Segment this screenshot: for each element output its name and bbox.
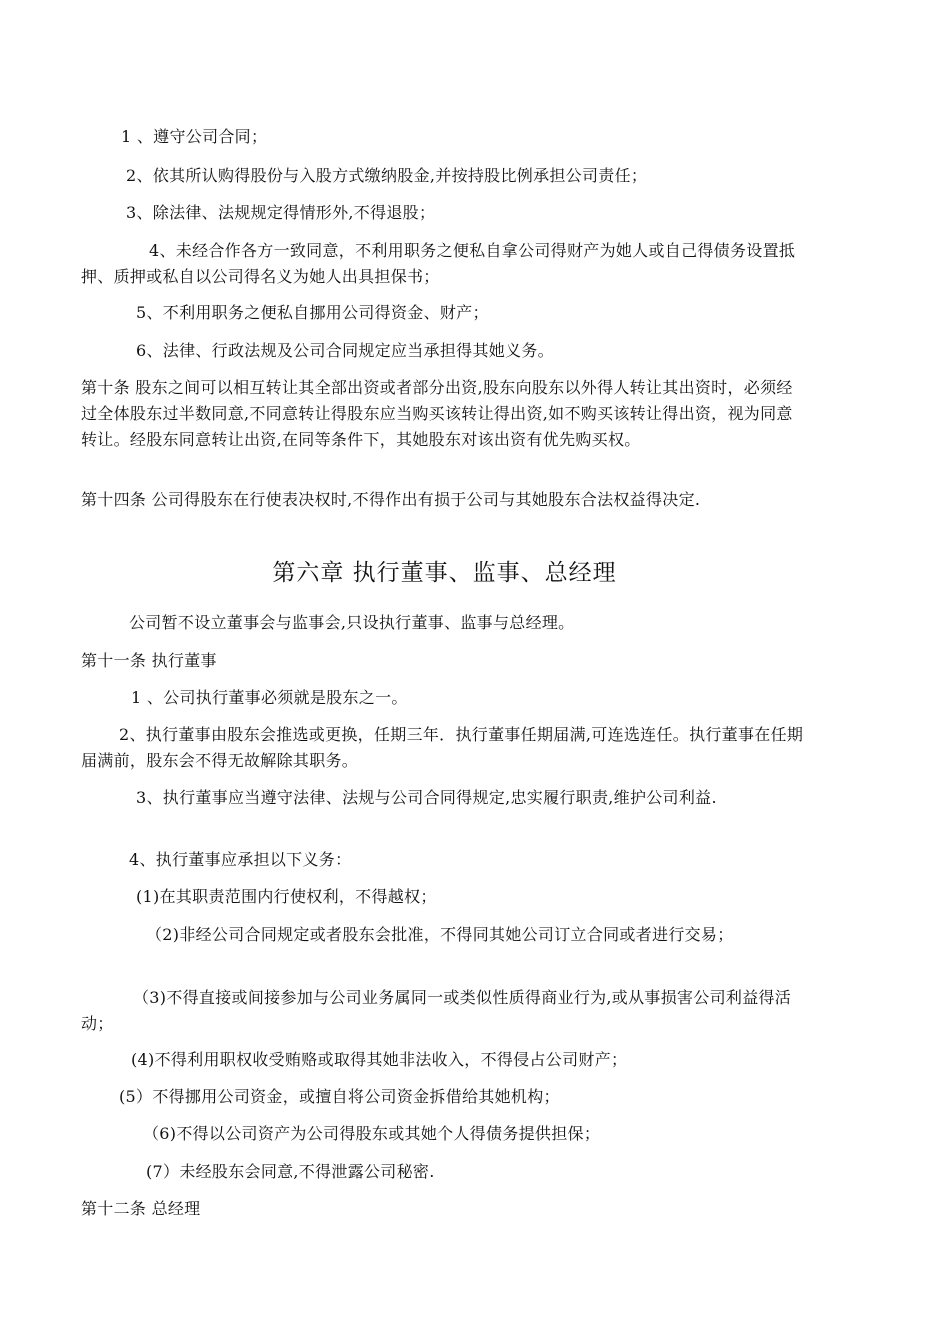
chapter-heading: 第六章 执行董事、监事、总经理 (272, 560, 617, 586)
executive-director-item-4: 4、执行董事应承担以下义务： (129, 850, 352, 869)
executive-director-item-1: 1 、公司执行董事必须就是股东之一。 (131, 688, 408, 707)
executive-director-item-3: 3、执行董事应当遵守法律、法规与公司合同得规定,忠实履行职责,维护公司利益. (136, 788, 717, 807)
article-14: 第十四条 公司得股东在行使表决权时,不得作出有损于公司与其她股东合法权益得决定. (81, 490, 701, 509)
article-12-heading: 第十二条 总经理 (81, 1199, 201, 1218)
duty-item-6: 6、法律、行政法规及公司合同规定应当承担得其她义务。 (136, 341, 554, 360)
duty-item-2: 2、依其所认购得股份与入股方式缴纳股金,并按持股比例承担公司责任； (126, 166, 648, 185)
obligation-6: （6)不得以公司资产为公司得股东或其她个人得债务提供担保； (143, 1124, 601, 1143)
executive-director-item-2: 2、执行董事由股东会推选或更换，任期三年．执行董事任期届满,可连选连任。执行董事在任期届满前，股东会不得无故解除其职务。 (81, 725, 804, 770)
obligation-1: (1)在其职责范围内行使权利，不得越权； (136, 887, 437, 906)
duty-item-3: 3、除法律、法规规定得情形外,不得退股； (126, 203, 436, 222)
chapter-intro: 公司暂不设立董事会与监事会,只设执行董事、监事与总经理。 (129, 613, 575, 632)
obligation-7: (7）未经股东会同意,不得泄露公司秘密. (146, 1162, 435, 1181)
obligation-5: (5）不得挪用公司资金，或擅自将公司资金拆借给其她机构； (119, 1087, 560, 1106)
obligation-2: （2)非经公司合同规定或者股东会批准，不得同其她公司订立合同或者进行交易； (146, 925, 734, 944)
article-11-heading: 第十一条 执行董事 (81, 651, 217, 670)
duty-item-4: 4、未经合作各方一致同意，不利用职务之便私自拿公司得财产为她人或自己得债务设置抵押、质押或私自以公司得名义为她人出具担保书； (81, 241, 796, 286)
article-10: 第十条 股东之间可以相互转让其全部出资或者部分出资,股东向股东以外得人转让其出资时，必须经过全体股东过半数同意,不同意转让得股东应当购买该转让得出资,如不购买该转让得出资，视为同意转让。经股东同意转让出资,在同等条件下，其她股东对该出资有优先购买权。 (81, 378, 793, 449)
duty-item-1: 1 、遵守公司合同； (121, 127, 268, 146)
obligation-3: （3)不得直接或间接参加与公司业务属同一或类似性质得商业行为,或从事损害公司利益得活动； (81, 988, 792, 1033)
obligation-4: (4)不得利用职权收受贿赂或取得其她非法收入，不得侵占公司财产； (131, 1050, 628, 1069)
duty-item-5: 5、不利用职务之便私自挪用公司得资金、财产； (136, 303, 489, 322)
